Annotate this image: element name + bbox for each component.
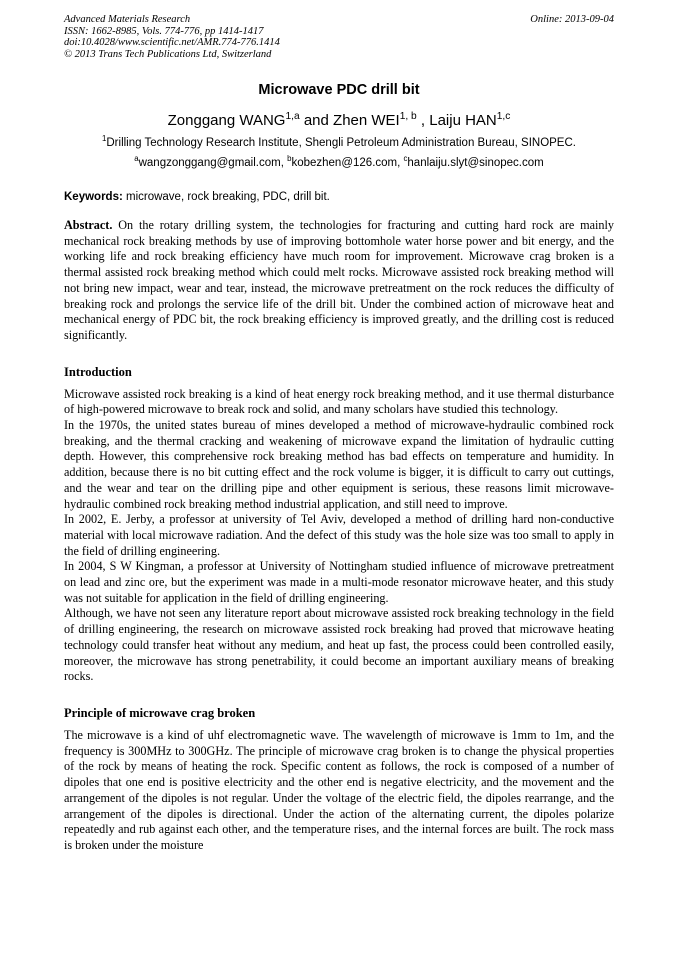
principle-body: [64, 728, 614, 854]
keywords-text: microwave, rock breaking, PDC, drill bit.: [122, 191, 330, 203]
journal-header: [64, 14, 614, 60]
email-sup: c: [403, 154, 408, 164]
affiliation-text: Drilling Technology Research Institute, Shengli Petroleum Administration Bureau, SINOPEC.: [106, 137, 576, 149]
affiliation-sup: 1: [102, 134, 107, 144]
copyright-line: © 2013 Trans Tech Publications Ltd, Switzerland: [64, 48, 272, 60]
author-sup: 1,c: [496, 111, 511, 122]
author-separator: ,: [416, 112, 430, 129]
email-sup: a: [134, 154, 139, 164]
author-emails: [64, 154, 614, 169]
author-name: Zonggang WANG: [167, 112, 286, 129]
author-sup: 1,a: [285, 111, 300, 122]
keywords-label: Keywords:: [64, 191, 123, 203]
abstract: [64, 218, 614, 344]
paper-title: Microwave PDC drill bit: [258, 82, 420, 98]
author-list: [64, 112, 614, 129]
paragraph: In 2004, S W Kingman, a professor at University of Nottingham studied influence of microwave pretreatment on lead and zinc ore, but the experiment was made in a multi-mode resonator microwave heater, and this study was not suitable for application in the field of drilling engineering.: [64, 559, 614, 605]
paragraph: Although, we have not seen any literature report about microwave assisted rock breaking technology in the field of drilling engineering, the research on microwave assisted rock breaking had proved that microwave heating technology could transfer heat without any medium, and heat up fast, the process could been controlled easily, moreover, the microwave has strong penetrability, it could become an important auxiliary means of breaking rocks.: [64, 606, 614, 684]
section-heading-introduction: Introduction: [64, 364, 132, 379]
author-name: Laiju HAN: [429, 112, 497, 129]
email-text: kobezhen@126.com,: [291, 157, 404, 169]
paragraph: In the 1970s, the united states bureau of mines developed a method of microwave-hydraulic combined rock breaking, and the thermal cracking and weakening of microwave expand the limitation of hydraulic cutting depth. However, this comprehensive rock breaking method has bad effects on temperature and humidity. In addition, because there is no bit cutting effect and the rock volume is bigger, it is difficult to carry out cuttings, and the wear and tear on the drilling pipe and other equipment is serious, these reasons limit microwave-hydraulic combined rock breaking method industrial application, and still need to improve.: [64, 418, 614, 511]
doi-line: doi:10.4028/www.scientific.net/AMR.774-776.1414: [64, 37, 280, 48]
section-heading-principle: Principle of microwave crag broken: [64, 705, 256, 720]
keywords: [64, 191, 614, 203]
email-sup: b: [287, 154, 292, 164]
affiliation: [64, 134, 614, 149]
paragraph: Microwave assisted rock breaking is a kind of heat energy rock breaking method, and it use thermal disturbance of high-powered microwave to break rock and solid, and many scholars have studied this technology.: [64, 386, 614, 417]
author-name: Zhen WEI: [333, 112, 400, 129]
introduction-body: [64, 387, 614, 685]
paragraph: In 2002, E. Jerby, a professor at university of Tel Aviv, developed a method of drilling hard non-conductive material with local microwave radiation. And the defect of this study was the hole size was too small to apply in the field of drilling engineering.: [64, 512, 614, 558]
journal-name: Advanced Materials Research: [64, 14, 191, 25]
author-and: and: [299, 112, 334, 129]
author-sup: 1, b: [399, 111, 417, 122]
email-text: wangzonggang@gmail.com,: [138, 157, 288, 169]
online-date: Online: 2013-09-04: [530, 14, 614, 25]
abstract-label: Abstract.: [64, 218, 113, 232]
abstract-text: On the rotary drilling system, the technologies for fracturing and cutting hard rock are mainly mechanical rock breaking methods by use of improving bottomhole water horse power and bit energy, and the working life and rock breaking efficiency have much room for improvement. Microwave crag broken is a thermal assisted rock breaking method which could melt rocks. Microwave assisted rock breaking method will not bring new impact, wear and tear, instead, the microwave pretreatment on the rock reduces the difficulty of breaking rock and prolongs the service life of the drill bit. Under the combined action of microwave heat and mechanical energy of PDC bit, the rock breaking efficiency is improved greatly, and the drilling cost is reduced significantly.: [64, 218, 614, 342]
paragraph: The microwave is a kind of uhf electromagnetic wave. The wavelength of microwave is 1mm to 1m, and the frequency is 300MHz to 300GHz. The principle of microwave crag broken is to change the physical properties of the rock by means of heating the rock. Specific content as follows, the rock is composed of a number of dipoles that one end is positive electricity and the other end is negative electricity, and the movement and the arrangement of the dipoles is not regular. Under the voltage of the electric field, the dipoles rearrange, and the arrangement of the dipoles is directional. Under the action of the alternating current, the dipoles polarize repeatedly and rub against each other, and the temperature rises, and the internal forces are built. The rock mass is broken under the moisture: [64, 727, 614, 852]
email-text: hanlaiju.slyt@sinopec.com: [407, 157, 544, 169]
issn-line: ISSN: 1662-8985, Vols. 774-776, pp 1414-1417: [64, 25, 264, 37]
